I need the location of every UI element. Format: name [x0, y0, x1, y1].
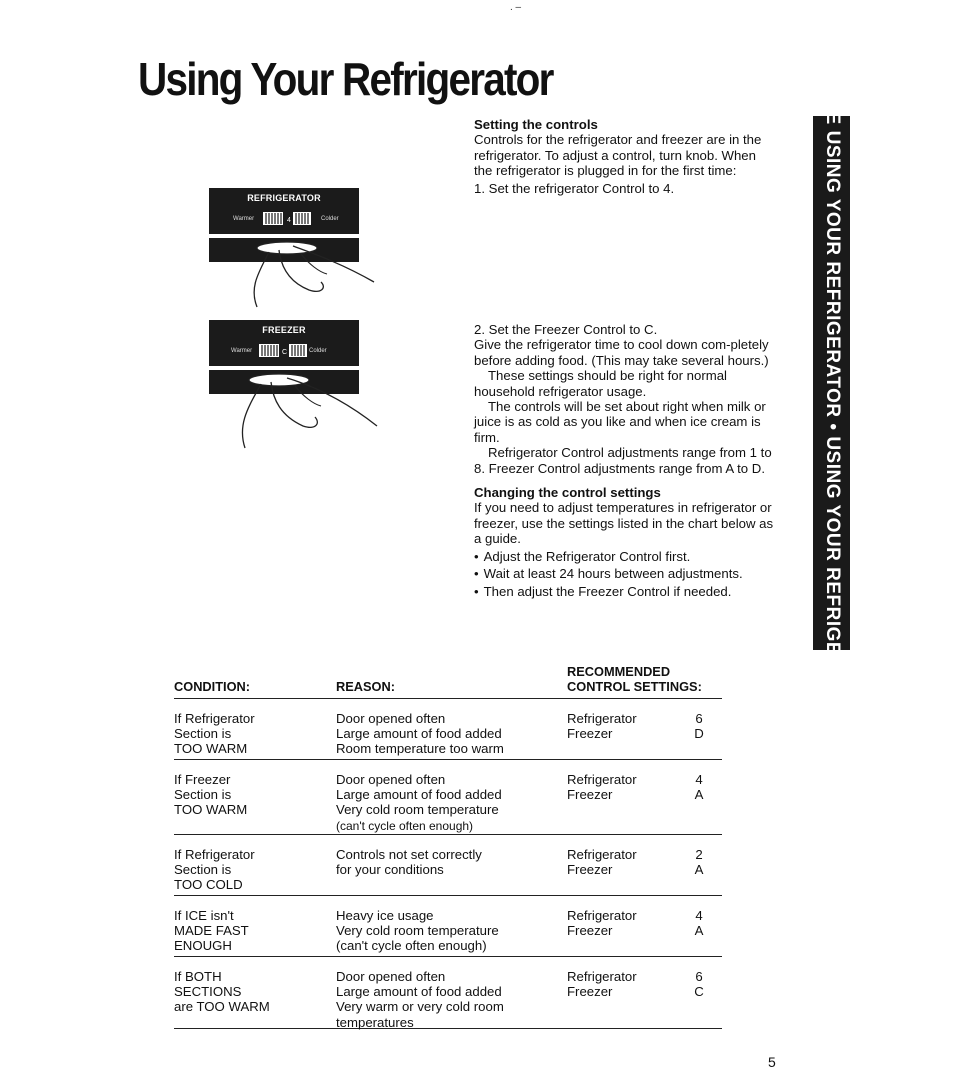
- condition-cell: If BOTH SECTIONS are TOO WARM: [174, 969, 270, 1015]
- table-row: [174, 834, 722, 895]
- changing-settings-intro: If you need to adjust temperatures in refrigerator or freezer, use the settings listed in the chart below as a guide.: [474, 500, 774, 547]
- setting-controls-intro: Controls for the refrigerator and freezer are in the refrigerator. To adjust a control, turn knob. When the refrigerator is plugged in for the first time:: [474, 132, 762, 179]
- control-cell: Refrigerator Freezer: [567, 772, 637, 803]
- setting-value-cell: 6 C: [694, 969, 704, 1000]
- warmer-label: Warmer: [231, 348, 253, 354]
- normal-usage-paragraph: These settings should be right for normal household refrigerator usage.: [474, 368, 727, 399]
- reason-cell: Heavy ice usage Very cold room temperature (can't cycle often enough): [336, 908, 499, 954]
- refrigerator-dial-scale-icon: [263, 210, 311, 228]
- freezer-dial-setting: C: [282, 349, 288, 356]
- control-cell: Refrigerator Freezer: [567, 847, 637, 878]
- table-row: [174, 956, 722, 1028]
- page-title: Using Your Refrigerator: [138, 53, 553, 105]
- freezer-control-panel: [209, 320, 359, 366]
- setting-value-cell: 6 D: [694, 711, 704, 742]
- control-cell: Refrigerator Freezer: [567, 969, 637, 1000]
- changing-settings-heading: Changing the control settings: [474, 485, 661, 501]
- table-row: [174, 895, 722, 956]
- top-mark: . –: [510, 2, 522, 13]
- refrigerator-control-panel: [209, 188, 359, 234]
- condition-header: CONDITION:: [174, 678, 251, 694]
- step-2: 2. Set the Freezer Control to C.: [474, 322, 658, 337]
- reason-header: REASON:: [336, 678, 396, 694]
- reason-cell: Door opened often Large amount of food added Room temperature too warm: [336, 711, 504, 757]
- freezer-dial-scale-icon: [259, 342, 307, 360]
- step-1: 1. Set the refrigerator Control to 4.: [474, 180, 675, 196]
- condition-cell: If Refrigerator Section is TOO COLD: [174, 847, 255, 893]
- refrigerator-control-illustration: [209, 188, 379, 308]
- hand-turning-knob-icon: [209, 232, 379, 312]
- refrigerator-dial-setting: 4: [287, 217, 291, 224]
- setting-value-cell: 4 A: [694, 908, 704, 939]
- adjustment-bullets: [474, 549, 774, 599]
- condition-cell: If Freezer Section is TOO WARM: [174, 772, 248, 818]
- page-number: 5: [768, 1054, 776, 1070]
- reason-cell: Controls not set correctly for your conditions: [336, 847, 482, 878]
- freezer-step-section: [474, 322, 774, 601]
- table-header: [174, 654, 722, 698]
- list-item: • Adjust the Refrigerator Control first.: [474, 549, 774, 564]
- recommended-header-line1: RECOMMENDED: [567, 664, 671, 679]
- freezer-control-illustration: [209, 320, 379, 450]
- setting-value-cell: 4 A: [694, 772, 704, 803]
- reason-cell: Door opened often Large amount of food added Very cold room temperature (can't cycle often enough): [336, 772, 502, 833]
- condition-cell: If ICE isn't MADE FAST ENOUGH: [174, 908, 249, 954]
- control-cell: Refrigerator Freezer: [567, 711, 637, 742]
- table-row: [174, 698, 722, 759]
- list-item: • Then adjust the Freezer Control if needed.: [474, 584, 774, 599]
- freezer-control-label: FREEZER: [262, 325, 306, 335]
- reason-cell: Door opened often Large amount of food added Very warm or very cold room temperatures: [336, 969, 504, 1030]
- set-right-paragraph: The controls will be set about right when milk or juice is as cold as you like and when ice cream is firm.: [474, 399, 766, 445]
- settings-table: [174, 654, 722, 1029]
- warmer-label: Warmer: [233, 216, 255, 222]
- control-cell: Refrigerator Freezer: [567, 908, 637, 939]
- cool-down-paragraph: Give the refrigerator time to cool down com-pletely before adding food. (This may take several hours.): [474, 337, 769, 368]
- setting-controls-heading: Setting the controls: [474, 117, 598, 132]
- hand-turning-knob-icon: [209, 364, 379, 454]
- recommended-header: [567, 664, 702, 694]
- condition-cell: If Refrigerator Section is TOO WARM: [174, 711, 255, 757]
- refrigerator-control-label: REFRIGERATOR: [247, 193, 321, 203]
- setting-controls-section: [474, 117, 774, 196]
- side-tab-label: BEFORE USING YOUR REFRIGERATOR • USING YOUR REFRIGERATOR: [821, 42, 843, 724]
- list-item: • Wait at least 24 hours between adjustments.: [474, 566, 774, 581]
- section-side-tab: [813, 42, 850, 724]
- adjustment-range-paragraph: Refrigerator Control adjustments range from 1 to 8. Freezer Control adjustments range from A to D.: [474, 445, 772, 476]
- recommended-header-line2: CONTROL SETTINGS:: [567, 679, 702, 694]
- colder-label: Colder: [309, 348, 327, 354]
- table-row: [174, 759, 722, 834]
- setting-value-cell: 2 A: [694, 847, 704, 878]
- colder-label: Colder: [321, 216, 339, 222]
